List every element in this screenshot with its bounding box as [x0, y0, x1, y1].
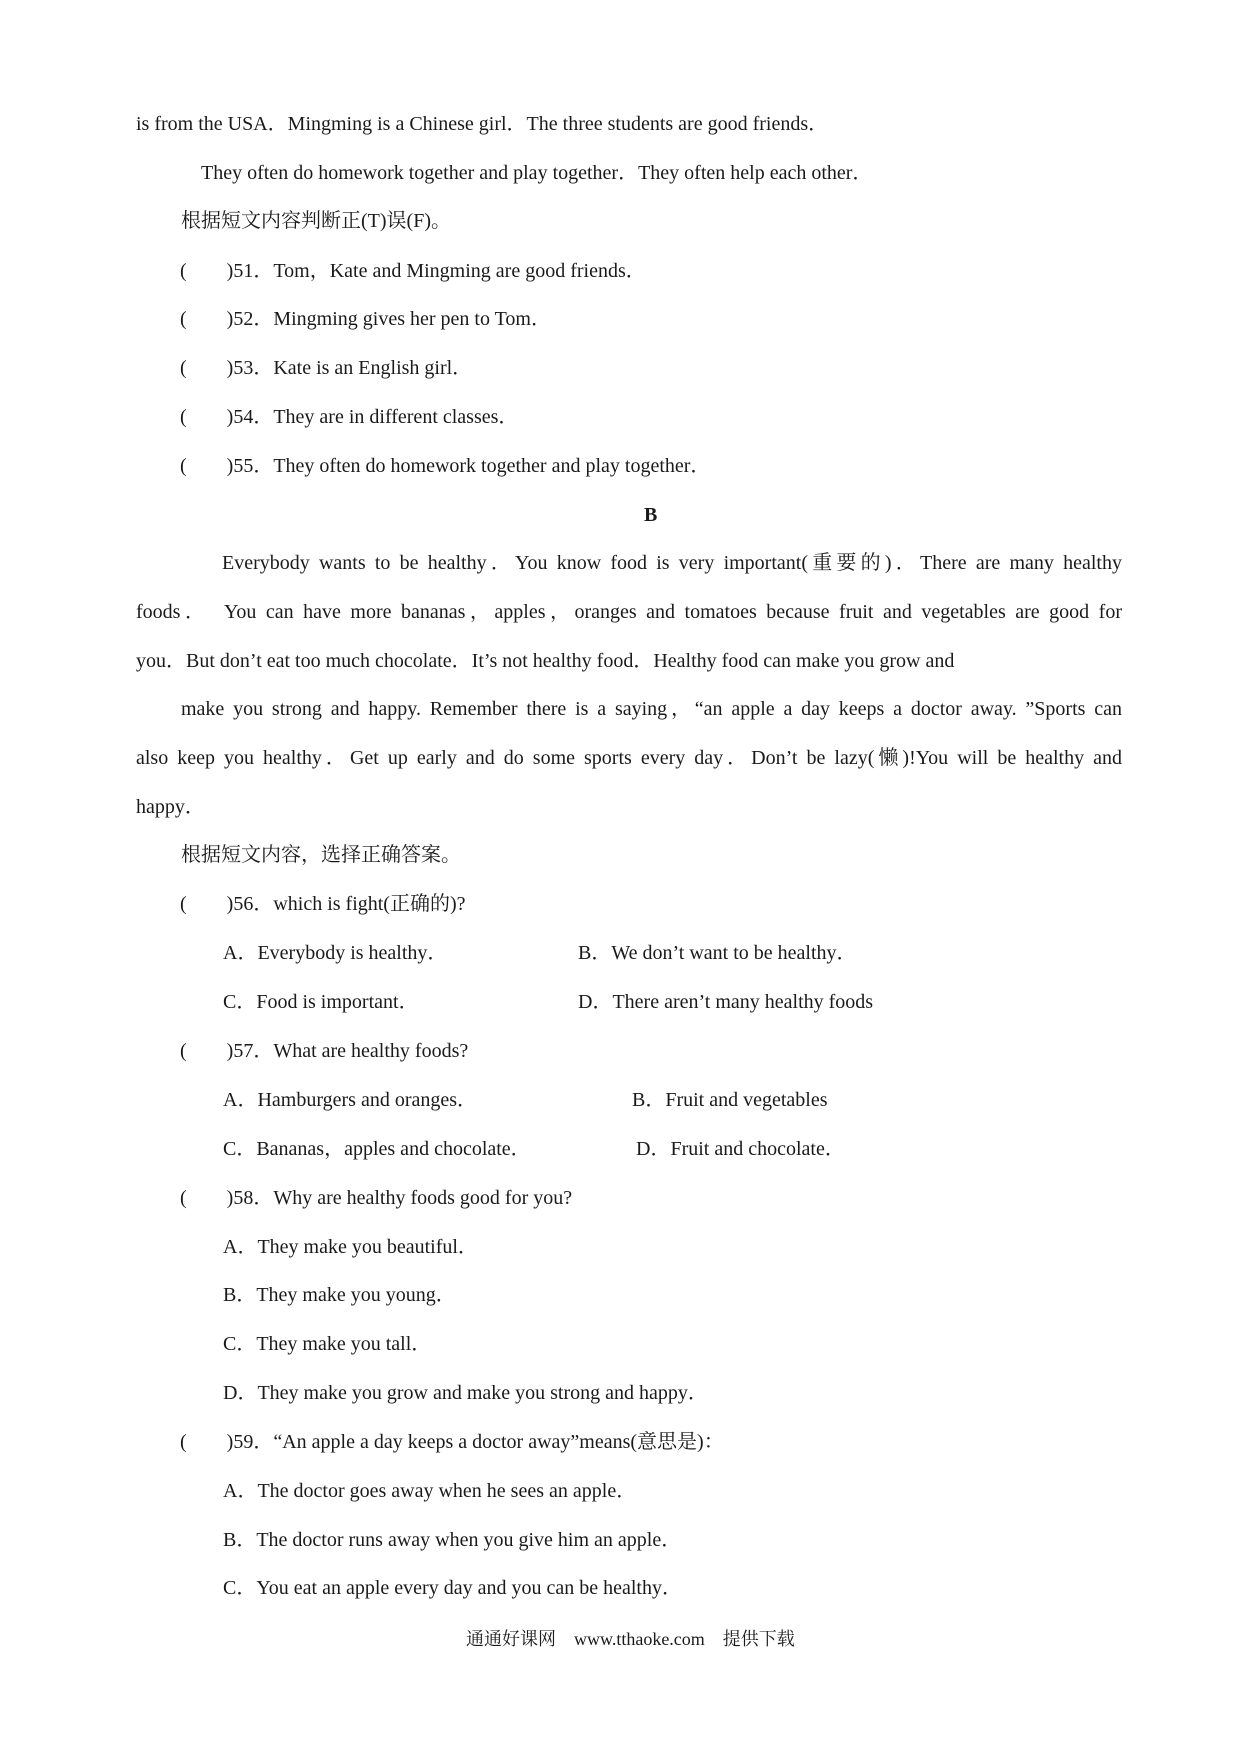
option-c: C．Food is important． [223, 991, 419, 1013]
question-59: ( )59．“An apple a day keeps a doctor away”means(意思是)： [180, 1431, 724, 1453]
question-57: ( )57．What are healthy foods? [180, 1040, 469, 1062]
option-c: C．You eat an apple every day and you can be healthy． [223, 1577, 682, 1599]
page-footer: 通通好课网 www.tthaoke.com 提供下载 [466, 1629, 795, 1649]
option-c: C．Bananas，apples and chocolate． [223, 1138, 531, 1160]
section-heading: B [644, 504, 658, 526]
question-58: ( )58．Why are healthy foods good for you? [180, 1187, 573, 1209]
option-b: B．Fruit and vegetables [632, 1089, 828, 1111]
section-instruction: 根据短文内容，选择正确答案。 [181, 844, 461, 866]
option-b: B．The doctor runs away when you give him an apple． [223, 1529, 682, 1551]
question-56: ( )56．which is fight(正确的)? [180, 893, 466, 915]
question-51: ( )51．Tom，Kate and Mingming are good friends． [180, 260, 646, 282]
passage-line: make you strong and happy. Remember there is a saying，“an apple a day keeps a doctor away. ”Sports can [181, 698, 1122, 720]
option-d: D．Fruit and chocolate． [636, 1138, 845, 1160]
section-instruction: 根据短文内容判断正(T)误(F)。 [181, 210, 451, 232]
option-a: A．The doctor goes away when he sees an apple． [223, 1480, 637, 1502]
option-b: B．We don’t want to be healthy． [578, 942, 857, 964]
option-d: D．There aren’t many healthy foods [578, 991, 874, 1013]
passage-line: is from the USA．Mingming is a Chinese girl．The three students are good friends． [136, 113, 829, 135]
passage-line: foods． You can have more bananas，apples，oranges and tomatoes because fruit and vegetables are good for [136, 601, 1122, 623]
option-d: D．They make you grow and make you strong and happy． [223, 1382, 708, 1404]
option-a: A．Hamburgers and oranges． [223, 1089, 478, 1111]
question-55: ( )55．They often do homework together and play together． [180, 455, 711, 477]
question-52: ( )52．Mingming gives her pen to Tom． [180, 308, 551, 330]
option-a: A．Everybody is healthy． [223, 942, 448, 964]
passage-line: also keep you healthy．Get up early and do some sports every day．Don’t be lazy(懒)!You will be healthy and [136, 747, 1122, 769]
passage-line: Everybody wants to be healthy．You know food is very important(重要的)．There are many healthy [222, 552, 1122, 574]
option-c: C．They make you tall． [223, 1333, 432, 1355]
passage-line: you．But don’t eat too much chocolate．It’s not healthy food．Healthy food can make you grow and [136, 650, 955, 672]
question-54: ( )54．They are in different classes． [180, 406, 519, 428]
passage-line: happy． [136, 796, 205, 818]
question-53: ( )53．Kate is an English girl． [180, 357, 473, 379]
option-a: A．They make you beautiful． [223, 1236, 478, 1258]
passage-line: They often do homework together and play together．They often help each other． [201, 162, 873, 184]
option-b: B．They make you young． [223, 1284, 456, 1306]
